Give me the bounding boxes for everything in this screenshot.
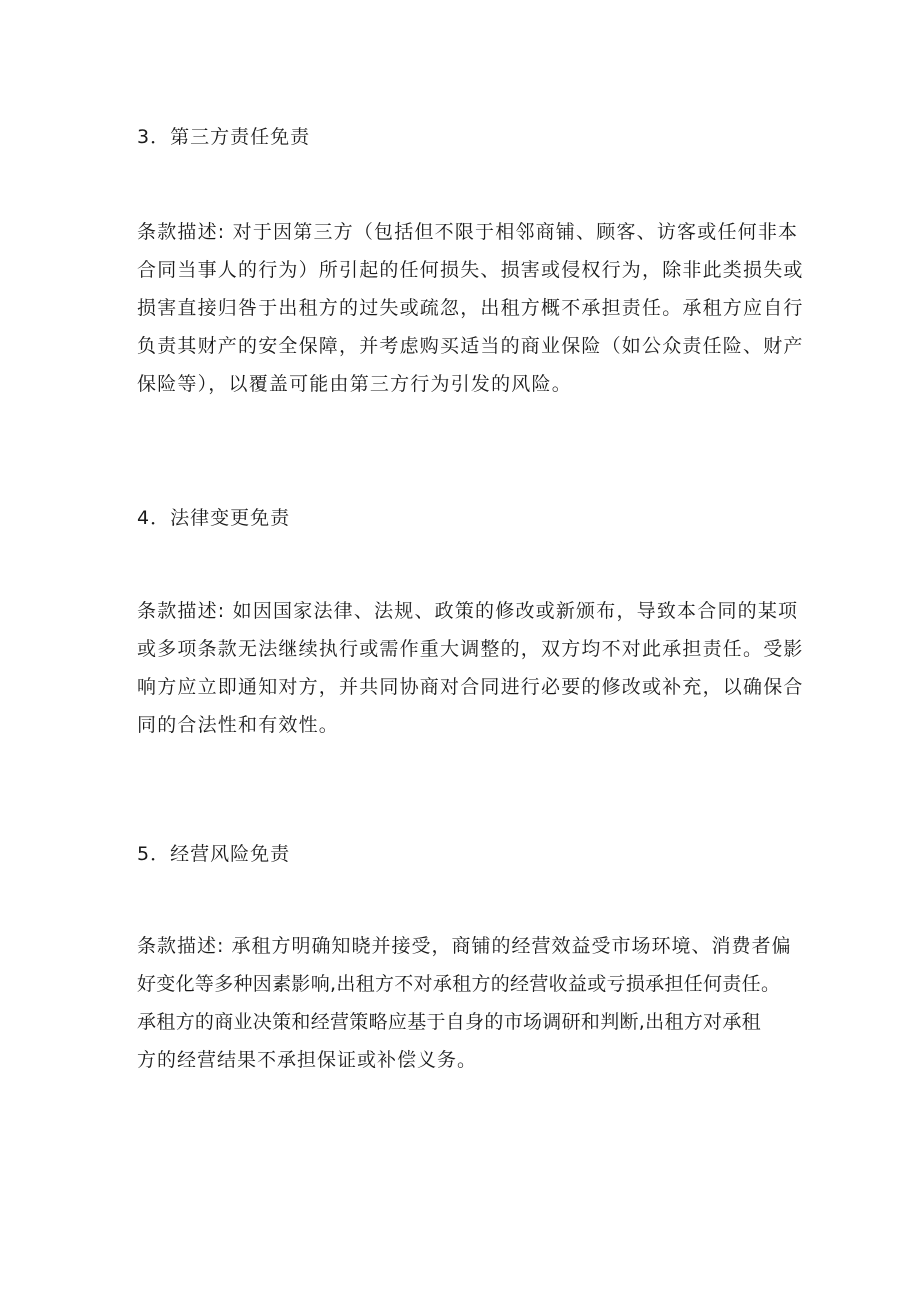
paragraph-line: 条款描述: 对于因第三方（包括但不限于相邻商铺、顾客、访客或任何非本 (137, 221, 799, 243)
section-heading-5: 5．经营风险免责 (137, 843, 291, 865)
paragraph-line: 或多项条款无法继续执行或需作重大调整的，双方均不对此承担责任。受影 (137, 638, 804, 660)
paragraph-line: 好变化等多种因素影响,出租方不对承租方的经营收益或亏损承担任何责任。 (137, 973, 781, 995)
paragraph-line: 负责其财产的安全保障，并考虑购买适当的商业保险（如公众责任险、财产 (137, 335, 804, 357)
clause-paragraph-3 (137, 213, 804, 403)
paragraph-line: 方的经营结果不承担保证或补偿义务。 (137, 1049, 478, 1071)
paragraph-line: 条款描述: 承租方明确知晓并接受，商铺的经营效益受市场环境、消费者偏 (137, 935, 792, 957)
paragraph-line: 条款描述: 如因国家法律、法规、政策的修改或新颁布，导致本合同的某项 (137, 600, 799, 622)
section-heading-4: 4．法律变更免责 (137, 507, 291, 529)
clause-paragraph-4 (137, 592, 804, 744)
paragraph-line: 承租方的商业决策和经营策略应基于自身的市场调研和判断,出租方对承租 (137, 1011, 761, 1033)
clause-paragraph-5 (137, 927, 791, 1079)
paragraph-line: 损害直接归咎于出租方的过失或疏忽，出租方概不承担责任。承租方应自行 (137, 297, 804, 319)
paragraph-line: 响方应立即通知对方，并共同协商对合同进行必要的修改或补充，以确保合 (137, 676, 804, 698)
section-heading-3: 3．第三方责任免责 (137, 126, 311, 148)
paragraph-line: 同的合法性和有效性。 (137, 714, 340, 736)
paragraph-line: 合同当事人的行为）所引起的任何损失、损害或侵权行为，除非此类损失或 (137, 259, 804, 281)
paragraph-line: 保险等），以覆盖可能由第三方行为引发的风险。 (137, 373, 572, 395)
